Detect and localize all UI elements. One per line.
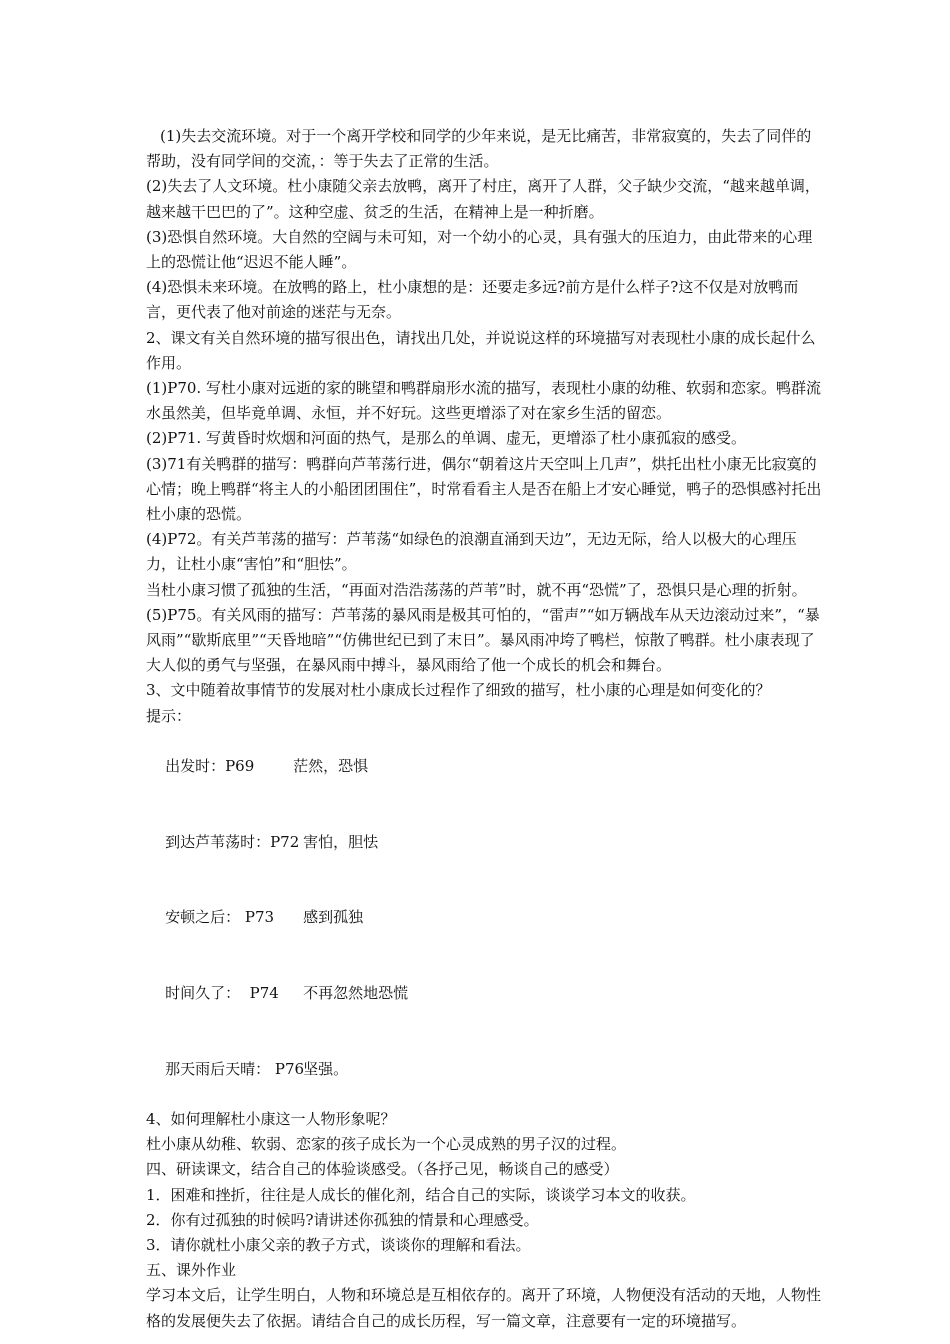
paragraph-1: (1)失去交流环境。对于一个离开学校和同学的少年来说，是无比痛苦，非常寂寞的，失去了同伴的帮助，没有同学间的交流，：等于失去了正常的生活。 bbox=[146, 127, 812, 171]
section-5-heading: 五、课外作业 bbox=[146, 1261, 237, 1280]
paragraph-4: (4)恐惧未来环境。在放鸭的路上，杜小康想的是：还要走多远?前方是什么样子?这不仅是对放鸭而言，更代表了他对前途的迷茫与无奈。 bbox=[146, 278, 799, 322]
hint-row bbox=[146, 880, 822, 956]
hint-value: 不再忽然地恐慌 bbox=[303, 983, 409, 1002]
discussion-item-3: 3．请你就杜小康父亲的教子方式，谈谈你的理解和看法。 bbox=[146, 1235, 531, 1254]
hint-row bbox=[146, 1031, 822, 1107]
hint-value: 害怕，胆怯 bbox=[303, 832, 379, 851]
answer-p72: (4)P72。有关芦苇荡的描写：芦苇荡“如绿色的浪潮直涌到天边”，无边无际，给人以极大的心理压力，让杜小康“害怕”和“胆怯”。 bbox=[146, 530, 797, 574]
answer-p70: (1)P70. 写杜小康对远逝的家的眺望和鸭群扇形水流的描写，表现杜小康的幼稚、软弱和恋家。鸭群流水虽然美，但毕竟单调、永恒，并不好玩。这些更增添了对在家乡生活的留恋。 bbox=[146, 379, 821, 423]
hint-row bbox=[146, 804, 822, 880]
hint-value: 感到孤独 bbox=[303, 908, 364, 927]
homework-text: 学习本文后，让学生明白，人物和环境总是互相依存的。离开了环境，人物便没有活动的天地，人物性格的发展便失去了依据。请结合自己的成长历程，写一篇文章，注意要有一定的环境描写。 bbox=[146, 1286, 822, 1330]
document-page bbox=[146, 124, 822, 1334]
hint-label: 出发时：P69 bbox=[165, 757, 255, 776]
hint-heading: 提示： bbox=[146, 706, 192, 725]
answer-p72-followup: 当杜小康习惯了孤独的生活，“再面对浩浩荡荡的芦苇”时，就不再“恐慌”了，恐惧只是心理的折射。 bbox=[146, 580, 807, 599]
hint-row bbox=[146, 729, 822, 805]
paragraph-2: (2)失去了人文环境。杜小康随父亲去放鸭，离开了村庄，离开了人群，父子缺少交流，“越来越单调，越来越干巴巴的了”。这种空虚、贫乏的生活，在精神上是一种折磨。 bbox=[146, 177, 820, 221]
answer-71-ducks: (3)71有关鸭群的描写：鸭群向芦苇荡行进，偶尔“朝着这片天空叫上几声”，烘托出杜小康无比寂寞的心情；晚上鸭群“将主人的小船团团围住”，时常看看主人是否在船上才安心睡觉，鸭子的恐惧感衬托出杜小康的恐慌。 bbox=[146, 454, 822, 524]
hint-label: 安顿之后： P73 bbox=[165, 908, 275, 927]
answer-p71: (2)P71. 写黄昏时炊烟和河面的热气，是那么的单调、虚无，更增添了杜小康孤寂的感受。 bbox=[146, 429, 746, 448]
paragraph-3: (3)恐惧自然环境。大自然的空阔与未可知，对一个幼小的心灵，具有强大的压迫力，由此带来的心理上的恐慌让他“迟迟不能人睡”。 bbox=[146, 227, 813, 272]
hint-label: 到达芦苇荡时：P72 bbox=[165, 832, 300, 851]
hint-label: 时间久了： P74 bbox=[165, 983, 279, 1002]
answer-p75: (5)P75。有关风雨的描写：芦苇荡的暴风雨是极其可怕的，“雷声”“如万辆战车从天边滚动过来”，“暴风雨”“歇斯底里”“天昏地暗”“仿佛世纪已到了末日”。暴风雨冲垮了鸭栏，惊散了鸭群。杜小康表现了大人似的勇气与坚强，在暴风雨中搏斗，暴风雨给了他一个成长的机会和舞台。 bbox=[146, 605, 820, 675]
hint-label: 那天雨后天晴： P76 bbox=[165, 1059, 305, 1078]
discussion-item-1: 1．困难和挫折，往往是人成长的催化剂，结合自己的实际，谈谈学习本文的收获。 bbox=[146, 1185, 696, 1204]
question-3: 3、文中随着故事情节的发展对杜小康成长过程作了细致的描写，杜小康的心理是如何变化的？ bbox=[146, 681, 771, 700]
hint-value: 坚强。 bbox=[303, 1059, 349, 1078]
answer-4: 杜小康从幼稚、软弱、恋家的孩子成长为一个心灵成熟的男子汉的过程。 bbox=[146, 1135, 627, 1154]
discussion-item-2: 2．你有过孤独的时候吗?请讲述你孤独的情景和心理感受。 bbox=[146, 1210, 539, 1229]
question-4: 4、如何理解杜小康这一人物形象呢？ bbox=[146, 1109, 396, 1128]
hint-value: 茫然，恐惧 bbox=[293, 757, 369, 776]
question-2: 2、课文有关自然环境的描写很出色，请找出几处，并说说这样的环境描写对表现杜小康的成长起什么作用。 bbox=[146, 328, 816, 372]
hint-row bbox=[146, 956, 822, 1032]
section-4-heading: 四、研读课文，结合自己的体验谈感受。（各抒己见，畅谈自己的感受） bbox=[146, 1160, 619, 1179]
